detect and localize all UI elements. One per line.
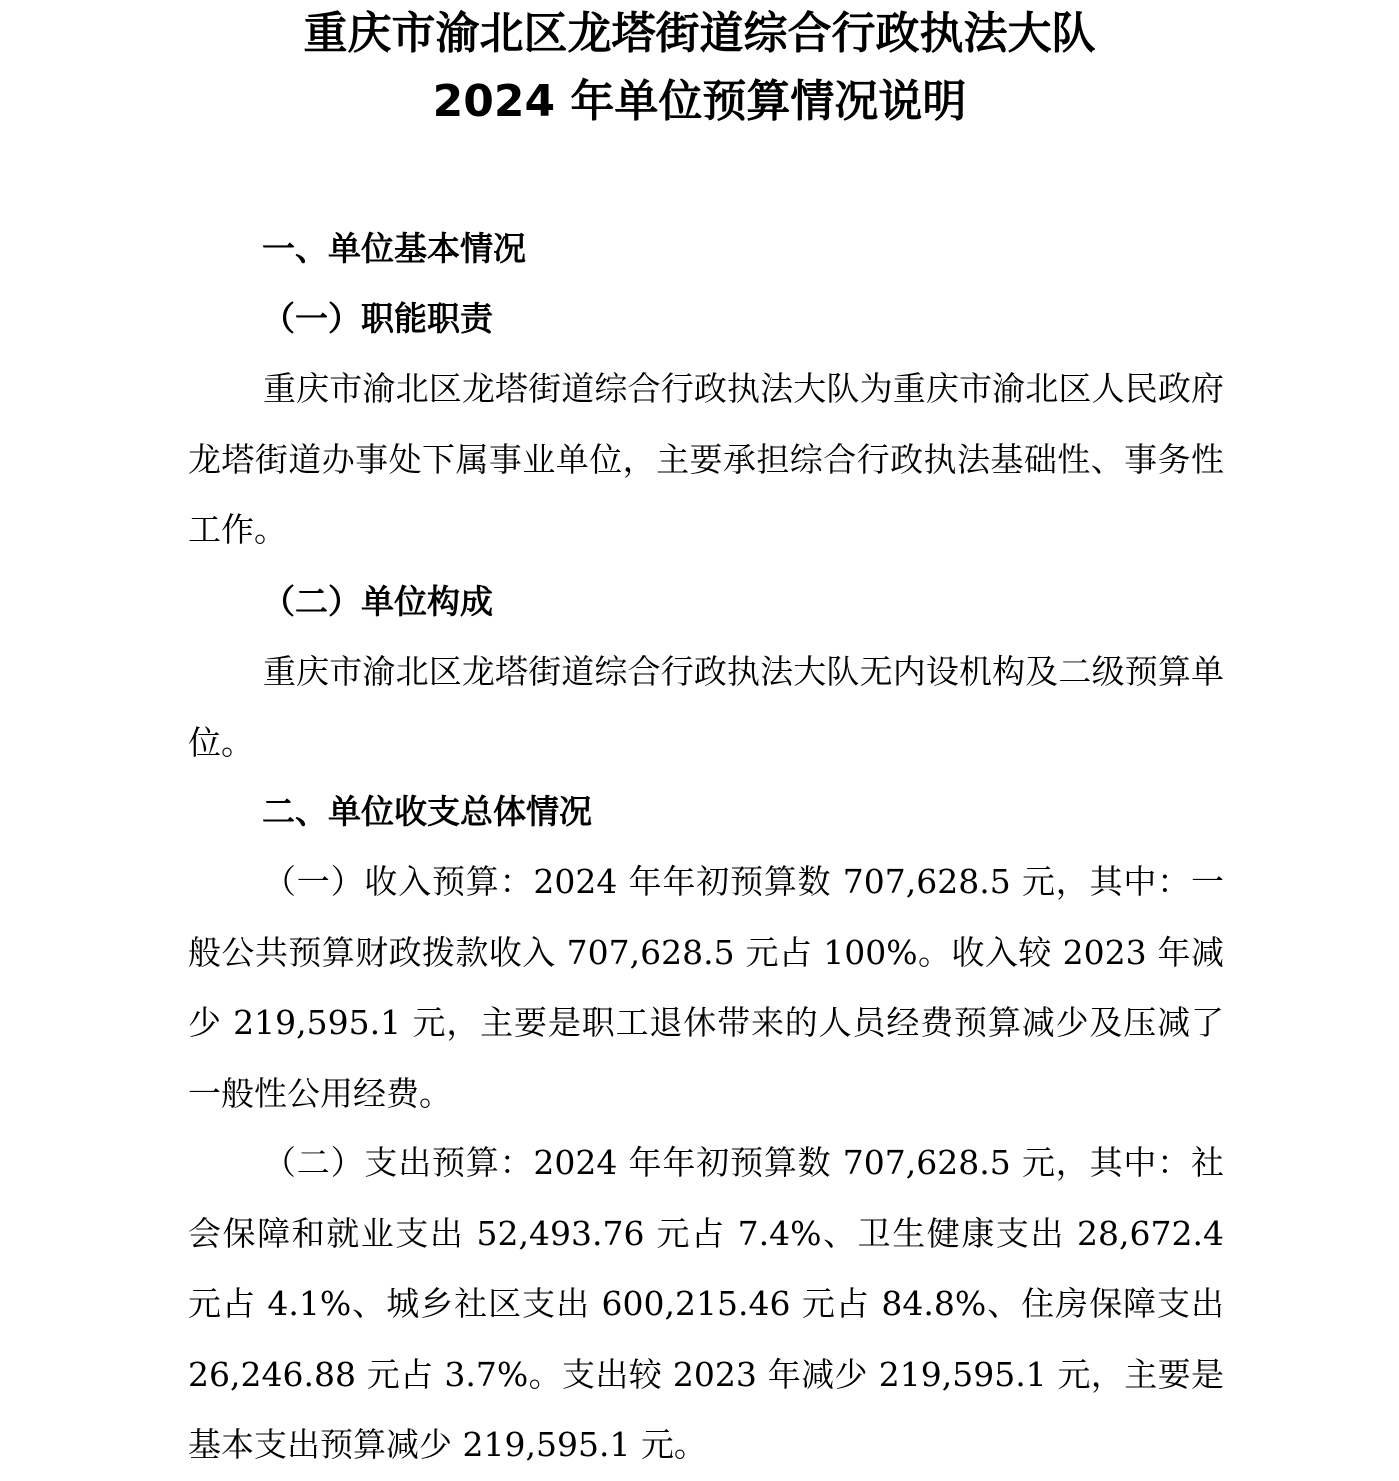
paragraph-composition: 重庆市渝北区龙塔街道综合行政执法大队无内设机构及二级预算单位。 — [188, 652, 1224, 762]
subheading-functions: （一）职能职责 — [262, 299, 493, 338]
section-heading-budget-overview: 二、单位收支总体情况 — [262, 792, 592, 831]
paragraph-expenditure-budget: （二）支出预算：2024 年年初预算数 707,628.5 元，其中：社会保障和就业支出 52,493.76 元占 7.4%、卫生健康支出 28,672.4 元占 4.1%、城乡社区支出 600,215.46 元占 84.8%、住房保障支出 26,246.88 元占 3.7%。支出较 2023 年减少 219,595.1 元，主要是基本支出预算减少 219,595.1 元。 — [188, 1143, 1224, 1464]
section-heading-basic-info: 一、单位基本情况 — [262, 229, 526, 268]
document-title-line2: 2024 年单位预算情况说明 — [432, 76, 967, 127]
paragraph-functions: 重庆市渝北区龙塔街道综合行政执法大队为重庆市渝北区人民政府龙塔街道办事处下属事业单位，主要承担综合行政执法基础性、事务性工作。 — [188, 369, 1224, 549]
document-title-line1: 重庆市渝北区龙塔街道综合行政执法大队 — [303, 8, 1096, 59]
paragraph-income-budget: （一）收入预算：2024 年年初预算数 707,628.5 元，其中：一般公共预算财政拨款收入 707,628.5 元占 100%。收入较 2023 年减少 219,595.1 元，主要是职工退休带来的人员经费预算减少及压减了一般性公用经费。 — [188, 862, 1224, 1113]
subheading-composition: （二）单位构成 — [262, 582, 493, 621]
